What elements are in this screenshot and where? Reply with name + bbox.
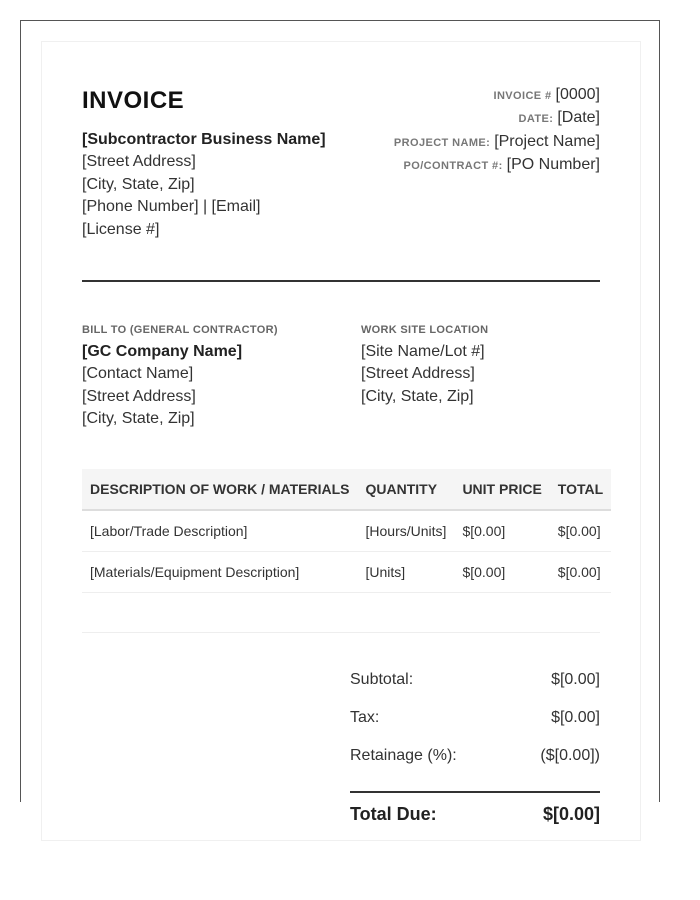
site-city-state-zip: [City, State, Zip] [361,387,474,405]
document-frame [20,20,660,824]
license-number: [License #] [82,220,160,238]
work-site-block [361,323,488,408]
site-street-address: [Street Address] [361,365,475,383]
business-name: [Subcontractor Business Name] [82,131,326,148]
retainage-row [350,745,600,783]
gc-city-state-zip: [City, State, Zip] [82,410,195,428]
column-header-total: TOTAL [550,469,611,510]
subcontractor-info [82,129,326,241]
header-divider [82,280,600,282]
project-name-value: [Project Name] [494,132,600,150]
po-number-row [394,154,600,177]
table-row [82,510,611,552]
bill-to-heading: BILL TO (GENERAL CONTRACTOR) [82,324,278,336]
project-name-label: PROJECT NAME: [393,136,491,149]
row-quantity: [Hours/Units] [358,510,455,552]
subtotal-value: $[0.00] [551,671,600,688]
po-number-label: PO/CONTRACT #: [403,160,503,173]
totals-section [350,669,600,841]
date-label: DATE: [518,113,554,126]
table-end-separator [82,632,600,633]
phone-email: [Phone Number] | [Email] [82,198,261,216]
total-due-label: Total Due: [350,804,437,824]
gc-street-address: [Street Address] [82,387,196,405]
tax-row [350,707,600,745]
date-row [394,107,600,130]
tax-label: Tax: [350,709,380,726]
row-quantity: [Units] [358,552,455,593]
table-header-row [82,469,611,510]
invoice-header [82,87,600,262]
column-header-unit-price: UNIT PRICE [454,469,549,510]
invoice-page [41,41,641,841]
project-name-row [394,131,600,154]
invoice-number-value: [0000] [555,86,600,103]
bill-to-block [82,323,278,431]
tax-value: $[0.00] [551,709,600,726]
invoice-content [82,86,604,824]
invoice-number-row [394,84,600,107]
retainage-value: ($[0.00]) [540,747,600,764]
total-due-value: $[0.00] [542,804,600,824]
row-description: [Labor/Trade Description] [82,510,358,552]
street-address: [Street Address] [82,153,196,171]
column-header-description: DESCRIPTION OF WORK / MATERIALS [82,469,358,510]
invoice-meta [394,84,600,178]
row-total: $[0.00] [550,552,611,593]
total-divider [350,791,600,793]
subtotal-label: Subtotal: [350,671,414,688]
row-total: $[0.00] [550,510,611,552]
row-unit-price: $[0.00] [454,552,549,593]
invoice-number-label: INVOICE # [493,90,552,102]
date-value: [Date] [557,109,600,127]
gc-company-name: [GC Company Name] [82,343,243,360]
line-items-table [82,469,611,593]
subtotal-row [350,669,600,707]
invoice-title: INVOICE [82,87,185,114]
site-name: [Site Name/Lot #] [361,343,485,360]
city-state-zip: [City, State, Zip] [82,175,195,193]
total-due-row [350,803,600,841]
row-description: [Materials/Equipment Description] [82,552,358,593]
table-row [82,552,611,593]
po-number-value: [PO Number] [506,156,600,174]
column-header-quantity: QUANTITY [358,469,455,510]
work-site-heading: WORK SITE LOCATION [361,324,489,336]
row-unit-price: $[0.00] [454,510,549,552]
gc-contact-name: [Contact Name] [82,365,194,383]
retainage-label: Retainage (%): [350,747,457,764]
